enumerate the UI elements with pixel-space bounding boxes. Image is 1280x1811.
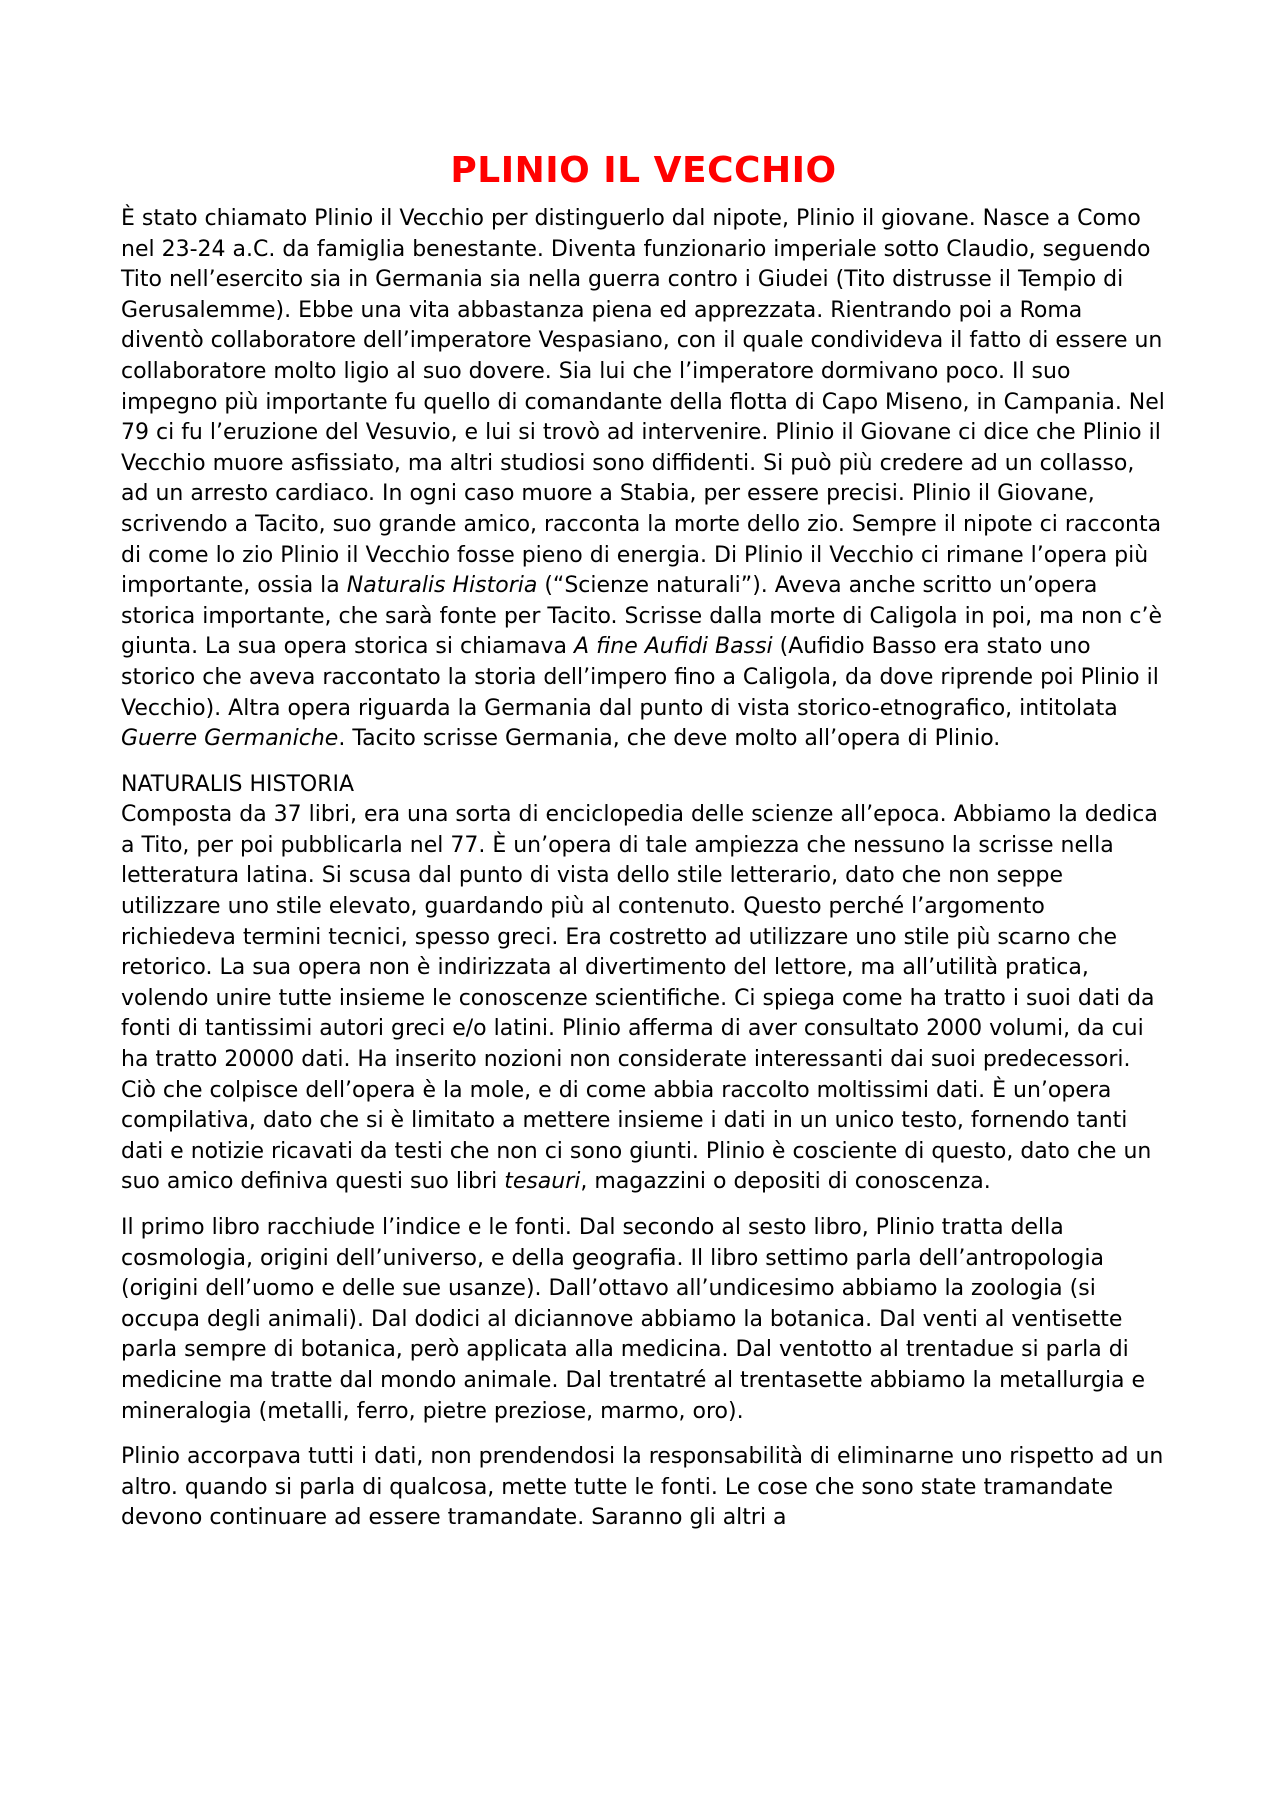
document-title: PLINIO IL VECCHIO (450, 150, 837, 191)
paragraph-text: . Tacito scrisse Germania, che deve molto all’opera di Plinio. (338, 726, 1001, 752)
paragraph-text: (“Scienze naturali”). Aveva anche scritto un’opera storica importante, che sarà fonte per Tacito. Scrisse dalla morte di Caligola in poi, ma non c’è giunta. La sua opera storica si chiamava (121, 573, 1163, 660)
paragraph-books-contents: Il primo libro racchiude l’indice e le fonti. Dal secondo al sesto libro, Plinio tratta della cosmologia, origini dell’universo, e della geografia. Il libro settimo parla dell’antropologia (origini dell’uomo e delle sue usanze). Dall’ottavo all’undicesimo abbiamo la zoologia (si occupa degli animali). Dal dodici al diciannove abbiamo la botanica. Dal venti al ventisette parla sempre di botanica, però applicata alla medicina. Dal ventotto al trentadue si parla di medicine ma tratte dal mondo animale. Dal trentatré al trentasette abbiamo la metallurgia e mineralogia (metalli, ferro, pietre preziose, marmo, oro). (121, 1215, 1146, 1424)
section-heading-naturalis-historia: NATURALIS HISTORIA (121, 771, 355, 797)
italic-work-title: A fine Aufidi Bassi (574, 634, 773, 660)
italic-term: tesauri (504, 1169, 581, 1195)
paragraph-sources: Plinio accorpava tutti i dati, non prendendosi la responsabilità di eliminarne uno rispetto ad un altro. quando si parla di qualcosa, mette tutte le fonti. Le cose che sono state tramandate devono continuare ad essere tramandate. Saranno gli altri a (121, 1444, 1164, 1531)
paragraph-naturalis-historia (121, 800, 1166, 1198)
italic-work-title: Naturalis Historia (346, 573, 538, 599)
paragraph-text: Composta da 37 libri, era una sorta di enciclopedia delle scienze all’epoca. Abbiamo la dedica a Tito, per poi pubblicarla nel 77. È un’opera di tale ampiezza che nessuno la scrisse nella letteratura latina. Si scusa dal punto di vista dello stile letterario, dato che non seppe utilizzare uno stile elevato, guardando più al contenuto. Questo perché l’argomento richiedeva termini tecnici, spesso greci. Era costretto ad utilizzare uno stile più scarno che retorico. La sua opera non è indirizzata al divertimento del lettore, ma all’utilità pratica, volendo unire tutte insieme le conoscenze scientifiche. Ci spiega come ha tratto i suoi dati da fonti di tantissimi autori greci e/o latini. Plinio afferma di aver consultato 2000 volumi, da cui ha tratto 20000 dati. Ha inserito nozioni non considerate interessanti dai suoi predecessori. Ciò che colpisce dell’opera è la mole, e di come abbia raccolto moltissimi dati. È un’opera compilativa, dato che si è limitato a mettere insieme i dati in un unico testo, fornendo tanti dati e notizie ricavati da testi che non ci sono giunti. Plinio è cosciente di questo, dato che un suo amico definiva questi suo libri (121, 802, 1158, 1195)
paragraph-text: È stato chiamato Plinio il Vecchio per distinguerlo dal nipote, Plinio il giovane. Nasce a Como nel 23-24 a.C. da famiglia benestante. Diventa funzionario imperiale sotto Claudio, seguendo Tito nell’esercito sia in Germania sia nella guerra contro i Giudei (Tito distrusse il Tempio di Gerusalemme). Ebbe una vita abbastanza piena ed apprezzata. Rientrando poi a Roma diventò collaboratore dell’imperatore Vespasiano, con il quale condivideva il fatto di essere un collaboratore molto ligio al suo dovere. Sia lui che l’imperatore dormivano poco. Il suo impegno più importante fu quello di comandante della flotta di Capo Miseno, in Campania. Nel 79 ci fu l’eruzione del Vesuvio, e lui si trovò ad intervenire. Plinio il Giovane ci dice che Plinio il Vecchio muore asfissiato, ma altri studiosi sono diffidenti. Si può più credere ad un collasso, ad un arresto cardiaco. In ogni caso muore a Stabia, per essere precisi. Plinio il Giovane, scrivendo a Tacito, suo grande amico, racconta la morte dello zio. Sempre il nipote ci racconta di come lo zio Plinio il Vecchio fosse pieno di energia. Di Plinio il Vecchio ci rimane l’opera più importante, ossia la (121, 206, 1165, 599)
paragraph-text: (Aufidio Basso era stato uno storico che aveva raccontato la storia dell’impero fino a Caligola, da dove riprende poi Plinio il Vecchio). Altra opera riguarda la Germania dal punto di vista storico-etnografico, intitolata (121, 634, 1159, 721)
paragraph-biography (121, 204, 1166, 755)
paragraph-text: , magazzini o depositi di conoscenza. (580, 1169, 991, 1195)
document-page (121, 146, 1166, 1549)
italic-work-title: Guerre Germaniche (121, 726, 339, 752)
